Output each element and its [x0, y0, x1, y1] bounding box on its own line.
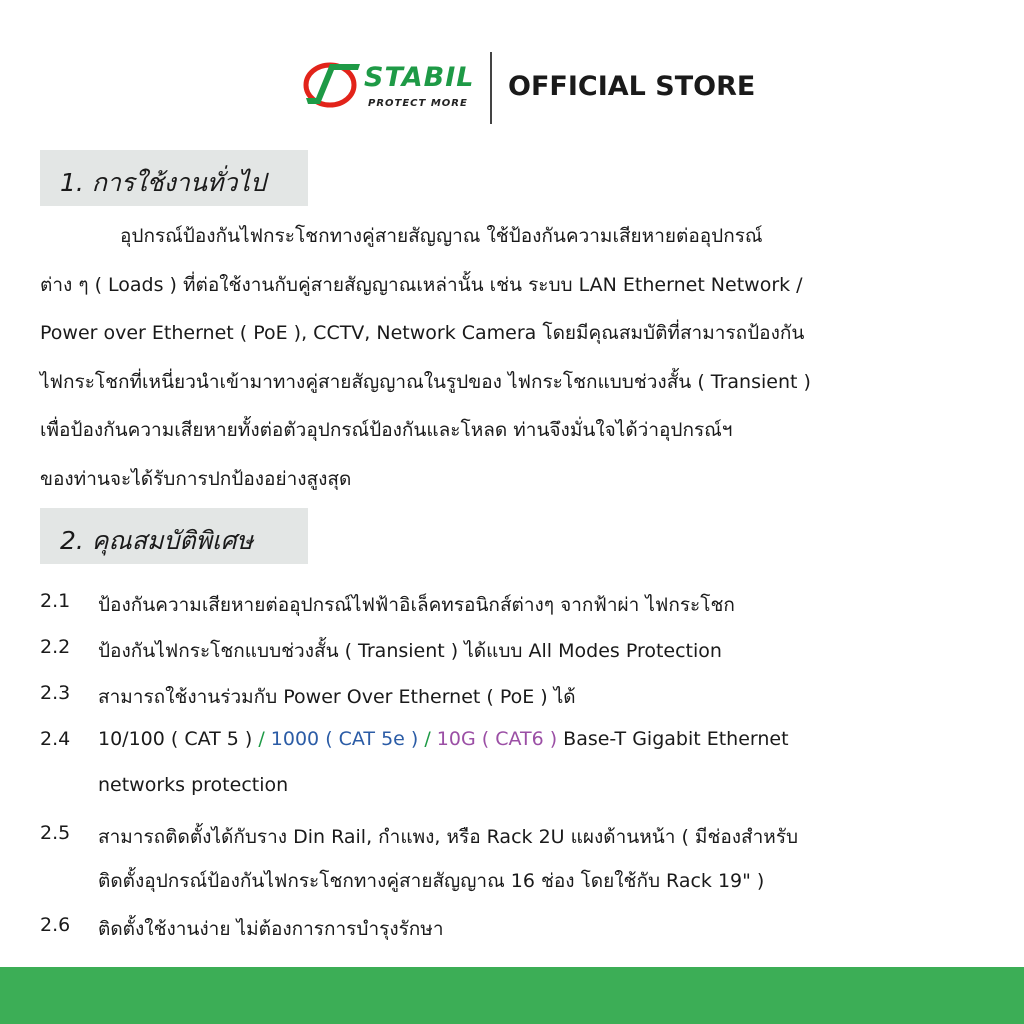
speed-cat5: 10/100 ( CAT 5 ): [98, 728, 253, 750]
header-divider: [490, 52, 492, 124]
feature-text: สามารถใช้งานร่วมกับ Power Over Ethernet ( PoE ) ได้: [98, 686, 576, 708]
feature-continuation: networks protection: [98, 774, 289, 796]
brand-tagline: PROTECT MORE: [368, 98, 468, 109]
feature-number: 2.4: [40, 728, 71, 750]
speed-cat6: 10G ( CAT6 ): [436, 728, 558, 750]
official-store-label: OFFICIAL STORE: [508, 71, 756, 102]
section1-heading-text: 1. การใช้งานทั่วไป: [60, 168, 266, 197]
feature-item: [40, 674, 980, 720]
stabil-logo: [300, 58, 490, 118]
feature-continuation: ติดตั้งอุปกรณ์ป้องกันไฟกระโชกทางคู่สายสัญญาณ 16 ช่อง โดยใช้กับ Rack 19" ): [98, 870, 765, 892]
paragraph-line: ไฟกระโชกที่เหนี่ยวนำเข้ามาทางคู่สายสัญญาณในรูปของ ไฟกระโชกแบบช่วงสั้น ( Transient ): [40, 370, 811, 393]
feature-number: 2.5: [40, 822, 71, 844]
feature-item: [40, 720, 980, 766]
feature-text: สามารถติดตั้งได้กับราง Din Rail, กำแพง, หรือ Rack 2U แผงด้านหน้า ( มีช่องสำหรับ: [98, 826, 799, 848]
feature-text: ป้องกันไฟกระโชกแบบช่วงสั้น ( Transient ) ได้แบบ All Modes Protection: [98, 640, 722, 662]
feature-item: [40, 814, 980, 860]
footer-bar: [0, 967, 1024, 1024]
feature-number: 2.2: [40, 636, 71, 658]
feature-text: ติดตั้งใช้งานง่าย ไม่ต้องการการบำรุงรักษา: [98, 918, 444, 940]
paragraph-line: เพื่อป้องกันความเสียหายทั้งต่อตัวอุปกรณ์ป้องกันและโหลด ท่านจึงมั่นใจได้ว่าอุปกรณ์ฯ: [40, 419, 733, 441]
header: [0, 48, 1024, 128]
section2-heading: [40, 508, 308, 564]
brand-name: STABIL: [364, 62, 475, 93]
paragraph-line: Power over Ethernet ( PoE ), CCTV, Network Camera โดยมีคุณสมบัติที่สามารถป้องกัน: [40, 322, 805, 344]
separator: /: [252, 728, 271, 750]
feature-item: [40, 628, 980, 674]
feature-item: [40, 906, 980, 952]
paragraph-line: ของท่านจะได้รับการปกป้องอย่างสูงสุด: [40, 467, 352, 490]
feature-number: 2.1: [40, 590, 71, 612]
paragraph-line: ต่าง ๆ ( Loads ) ที่ต่อใช้งานกับคู่สายสัญญาณเหล่านั้น เช่น ระบบ LAN Ethernet Network /: [40, 273, 803, 296]
separator: /: [418, 728, 437, 750]
section2-heading-text: 2. คุณสมบัติพิเศษ: [60, 526, 253, 555]
speed-cat5e: 1000 ( CAT 5e ): [270, 728, 419, 750]
section1-paragraph: [40, 212, 990, 503]
feature-number: 2.3: [40, 682, 71, 704]
stabil-logo-icon: [300, 60, 366, 110]
speed-suffix: Base-T Gigabit Ethernet: [557, 728, 789, 750]
feature-item: [40, 582, 980, 628]
feature-number: 2.6: [40, 914, 71, 936]
feature-text: ป้องกันความเสียหายต่ออุปกรณ์ไฟฟ้าอิเล็คทรอนิกส์ต่างๆ จากฟ้าผ่า ไฟกระโชก: [98, 594, 735, 616]
paragraph-line: อุปกรณ์ป้องกันไฟกระโชกทางคู่สายสัญญาณ ใช้ป้องกันความเสียหายต่ออุปกรณ์: [120, 225, 763, 247]
feature-text: [98, 728, 789, 750]
section1-heading: [40, 150, 308, 206]
